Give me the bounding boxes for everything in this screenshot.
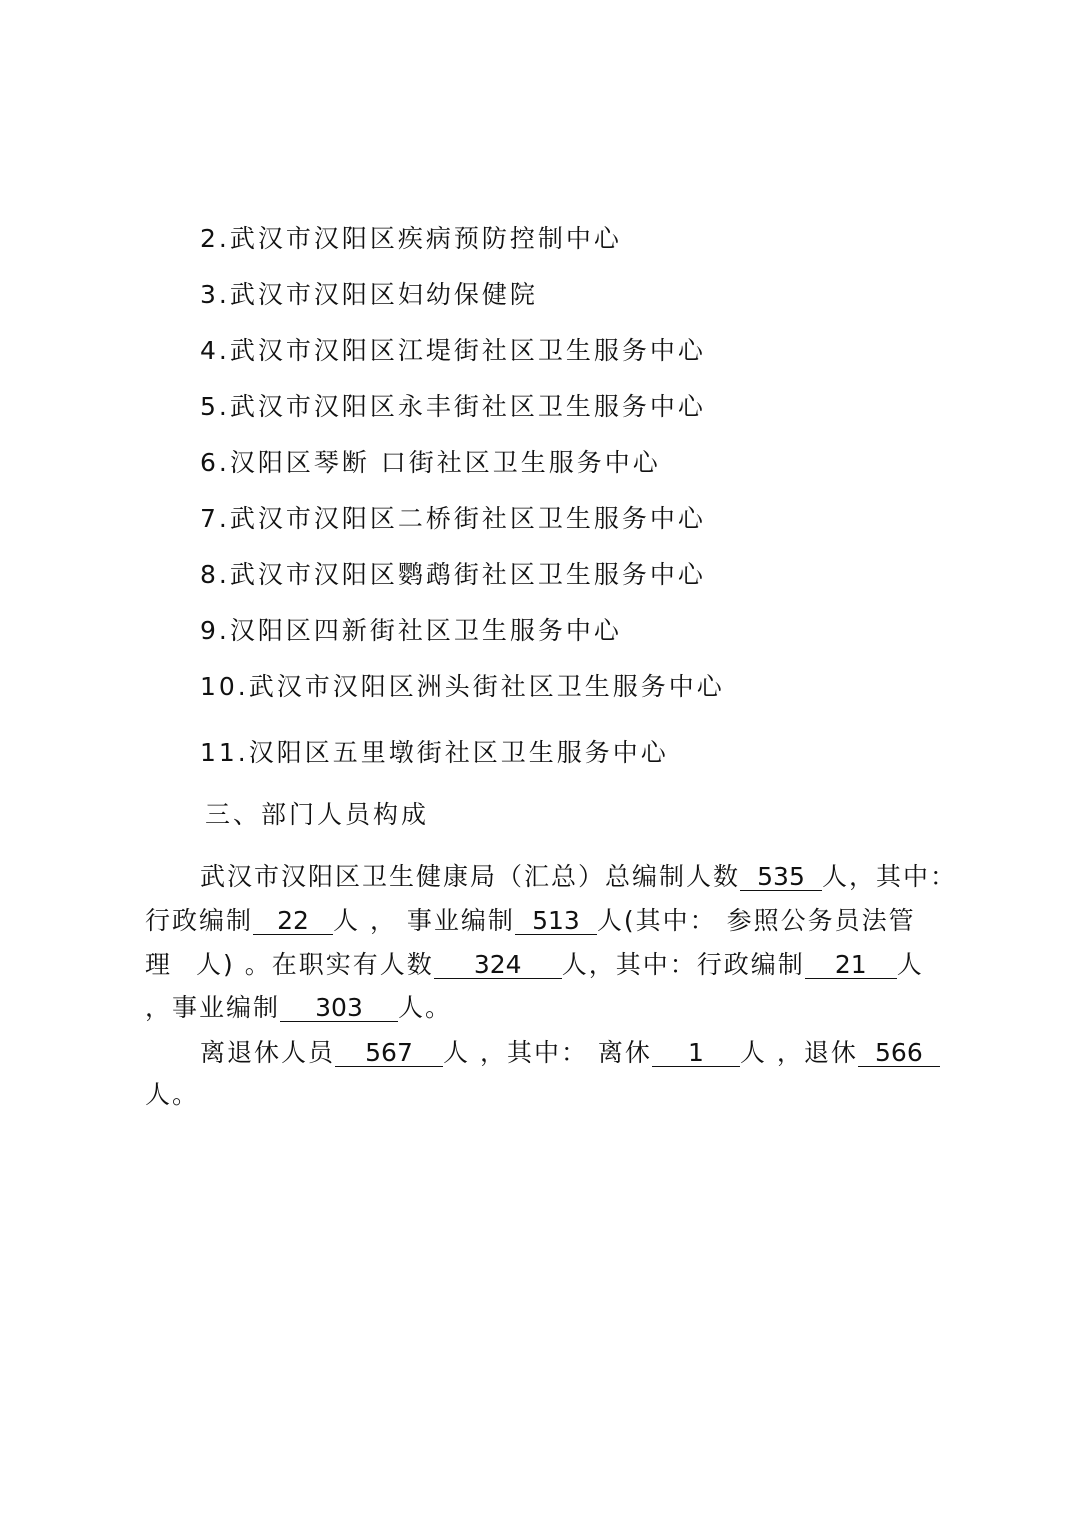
institution-item: 7.武汉市汉阳区二桥街社区卫生服务中心 — [200, 504, 706, 533]
staffing-line-2 — [145, 906, 955, 936]
admin-quota-value: 22 — [253, 908, 333, 935]
institution-item: 4.武汉市汉阳区江堤街社区卫生服务中心 — [200, 336, 706, 365]
staffing-line-4 — [145, 993, 955, 1023]
institution-item: 8.武汉市汉阳区鹦鹉街社区卫生服务中心 — [200, 560, 706, 589]
staffing-text: 人，其中： — [822, 862, 958, 891]
retirees-total-value: 567 — [335, 1040, 443, 1067]
staffing-text: 人) 。在职实有人数 — [196, 950, 434, 979]
institution-item: 5.武汉市汉阳区永丰街社区卫生服务中心 — [200, 392, 706, 421]
staffing-line-1 — [200, 862, 960, 892]
total-quota-value: 535 — [740, 864, 822, 891]
staffing-text: 人，其中：行政编制 — [561, 950, 805, 979]
actual-admin-value: 21 — [805, 952, 897, 979]
staffing-text: 人 — [896, 950, 924, 979]
staffing-text: 行政编制 — [145, 906, 254, 935]
institution-item: 10.武汉市汉阳区洲头街社区卫生服务中心 — [200, 672, 725, 701]
institution-item: 11.汉阳区五里墩街社区卫生服务中心 — [200, 738, 669, 767]
retired-cadres-value: 1 — [652, 1040, 740, 1067]
actual-public-value: 303 — [280, 995, 398, 1022]
actual-total-value: 324 — [434, 952, 562, 979]
institution-item: 6.汉阳区琴断 口街社区卫生服务中心 — [200, 448, 661, 477]
section-heading: 三、部门人员构成 — [205, 800, 430, 829]
staffing-text: 武汉市汉阳区卫生健康局（汇总）总编制人数 — [200, 862, 741, 891]
institution-item: 3.武汉市汉阳区妇幼保健院 — [200, 280, 538, 309]
retirees-text: 人 ，其中： 离休 — [443, 1038, 652, 1067]
retirees-line-2 — [145, 1080, 955, 1110]
institution-item: 2.武汉市汉阳区疾病预防控制中心 — [200, 224, 622, 253]
public-quota-value: 513 — [515, 908, 597, 935]
retired-value: 566 — [858, 1040, 940, 1067]
retirees-text: 人。 — [145, 1080, 200, 1109]
staffing-text: 人。 — [398, 993, 453, 1022]
retirees-text: 人 ，退休 — [739, 1038, 858, 1067]
staffing-line-3 — [145, 950, 955, 980]
staffing-text: 人(其中： 参照公务员法管 — [596, 906, 916, 935]
staffing-text: 理 — [145, 950, 173, 979]
retirees-line-1 — [200, 1038, 960, 1068]
staffing-text: 人 ， 事业编制 — [333, 906, 515, 935]
retirees-text: 离退休人员 — [200, 1038, 336, 1067]
institution-item: 9.汉阳区四新街社区卫生服务中心 — [200, 616, 622, 645]
staffing-text: ，事业编制 — [145, 993, 281, 1022]
